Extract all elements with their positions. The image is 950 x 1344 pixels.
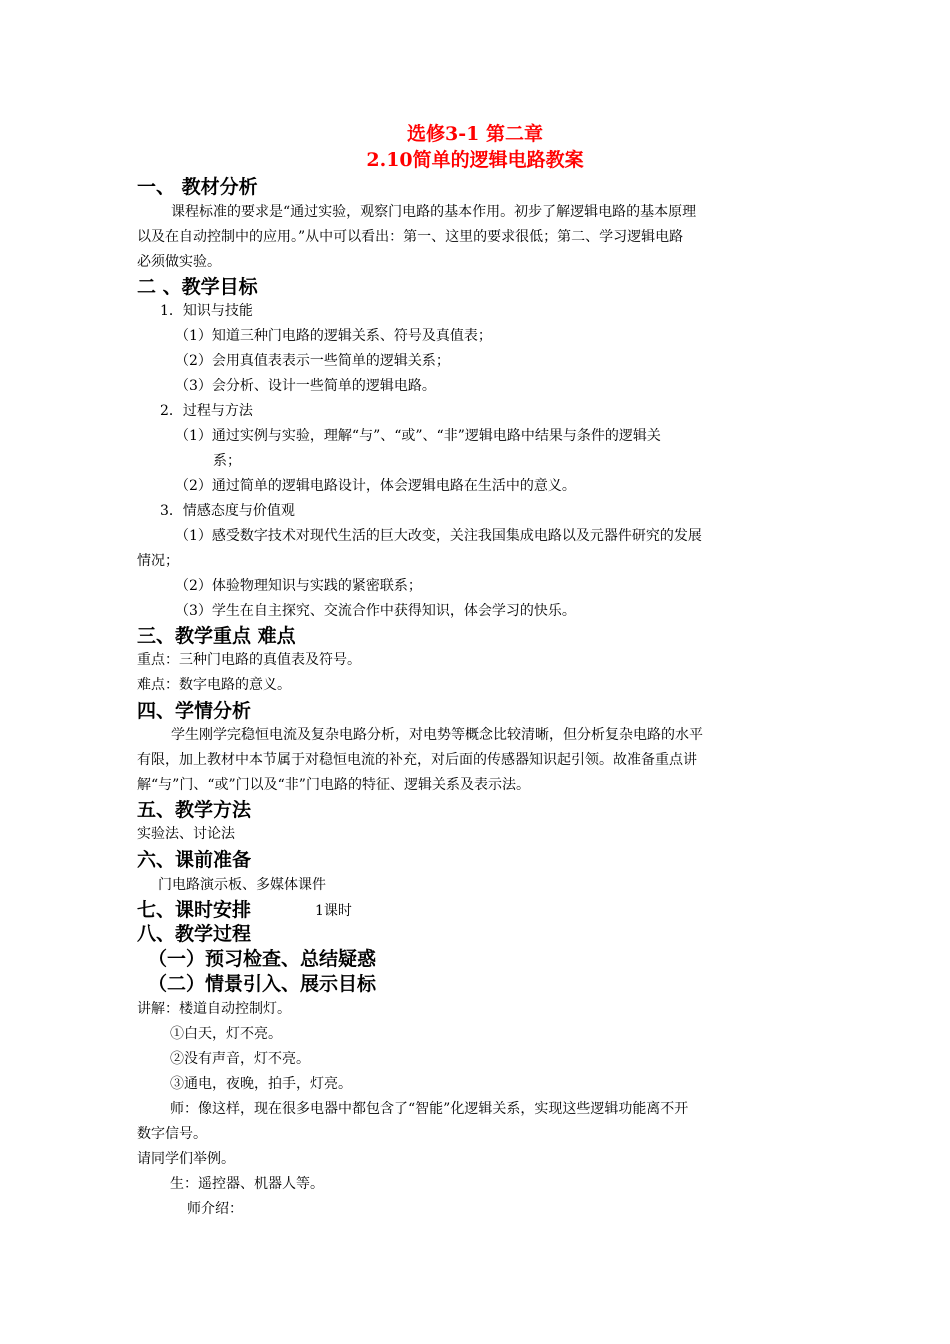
heading-key-points: 三、教学重点 难点 bbox=[137, 625, 296, 647]
list-item: （1）感受数字技术对现代生活的巨大改变，关注我国集成电路以及元器件研究的发展 bbox=[175, 528, 702, 544]
list-item: （3）会分析、设计一些简单的逻辑电路。 bbox=[175, 378, 436, 394]
list-item: 1．知识与技能 bbox=[160, 303, 253, 319]
subheading-scenario: （二）情景引入、展示目标 bbox=[148, 973, 377, 995]
heading-student-analysis: 四、学情分析 bbox=[137, 700, 252, 722]
process-line: 请同学们举例。 bbox=[137, 1151, 235, 1167]
heading-schedule: 七、课时安排 bbox=[137, 899, 252, 921]
list-item: （3）学生在自主探究、交流合作中获得知识，体会学习的快乐。 bbox=[175, 603, 576, 619]
key-point-text: 重点：三种门电路的真值表及符号。 bbox=[137, 652, 361, 668]
heading-teaching-process: 八、教学过程 bbox=[137, 923, 252, 945]
process-line: 师介绍： bbox=[187, 1201, 243, 1217]
list-item: （1）通过实例与实验，理解“与”、“或”、“非”逻辑电路中结果与条件的逻辑关 bbox=[175, 428, 661, 444]
process-line: 师：像这样，现在很多电器中都包含了“智能”化逻辑关系，实现这些逻辑功能离不开 bbox=[170, 1101, 689, 1117]
process-line: 生：遥控器、机器人等。 bbox=[170, 1176, 324, 1192]
process-line: 数字信号。 bbox=[137, 1126, 207, 1142]
paragraph-line: 解“与”门、“或”门以及“非”门电路的特征、逻辑关系及表示法。 bbox=[137, 777, 530, 793]
list-item: 情况； bbox=[137, 553, 179, 569]
process-line: ③通电，夜晚，拍手，灯亮。 bbox=[170, 1076, 352, 1092]
heading-preparation: 六、课前准备 bbox=[137, 849, 252, 871]
paragraph-line: 必须做实验。 bbox=[137, 254, 221, 270]
subheading-preview: （一）预习检查、总结疑惑 bbox=[148, 948, 377, 970]
paragraph-line: 以及在自动控制中的应用。”从中可以看出：第一、这里的要求很低；第二、学习逻辑电路 bbox=[137, 229, 684, 245]
list-item: （2）会用真值表表示一些简单的逻辑关系； bbox=[175, 353, 450, 369]
paragraph-line: 课程标准的要求是“通过实验，观察门电路的基本作用。初步了解逻辑电路的基本原理 bbox=[171, 204, 697, 220]
paragraph-line: 学生刚学完稳恒电流及复杂电路分析，对电势等概念比较清晰，但分析复杂电路的水平 bbox=[171, 727, 703, 743]
list-item: （1）知道三种门电路的逻辑关系、符号及真值表； bbox=[175, 328, 492, 344]
heading-teaching-method: 五、教学方法 bbox=[137, 799, 252, 821]
process-line: 讲解：楼道自动控制灯。 bbox=[137, 1001, 291, 1017]
list-item: （2）通过简单的逻辑电路设计，体会逻辑电路在生活中的意义。 bbox=[175, 478, 576, 494]
paragraph-line: 有限，加上教材中本节属于对稳恒电流的补充，对后面的传感器知识起引领。故准备重点讲 bbox=[137, 752, 697, 768]
process-line: ②没有声音，灯不亮。 bbox=[170, 1051, 310, 1067]
doc-title-line1: 选修3-1 第二章 bbox=[407, 123, 543, 145]
list-item: （2）体验物理知识与实践的紧密联系； bbox=[175, 578, 422, 594]
list-item: 2．过程与方法 bbox=[160, 403, 253, 419]
heading-teaching-goals: 二 、教学目标 bbox=[137, 276, 258, 298]
list-item: 系； bbox=[213, 453, 241, 469]
process-line: ①白天，灯不亮。 bbox=[170, 1026, 282, 1042]
heading-textbook-analysis: 一、 教材分析 bbox=[137, 176, 258, 198]
preparation-text: 门电路演示板、多媒体课件 bbox=[158, 877, 326, 893]
doc-title-line2: 2.10简单的逻辑电路教案 bbox=[366, 149, 584, 171]
difficult-point-text: 难点：数字电路的意义。 bbox=[137, 677, 291, 693]
teaching-method-text: 实验法、讨论法 bbox=[137, 826, 235, 842]
list-item: 3．情感态度与价值观 bbox=[160, 503, 295, 519]
schedule-text: 1课时 bbox=[315, 903, 352, 919]
